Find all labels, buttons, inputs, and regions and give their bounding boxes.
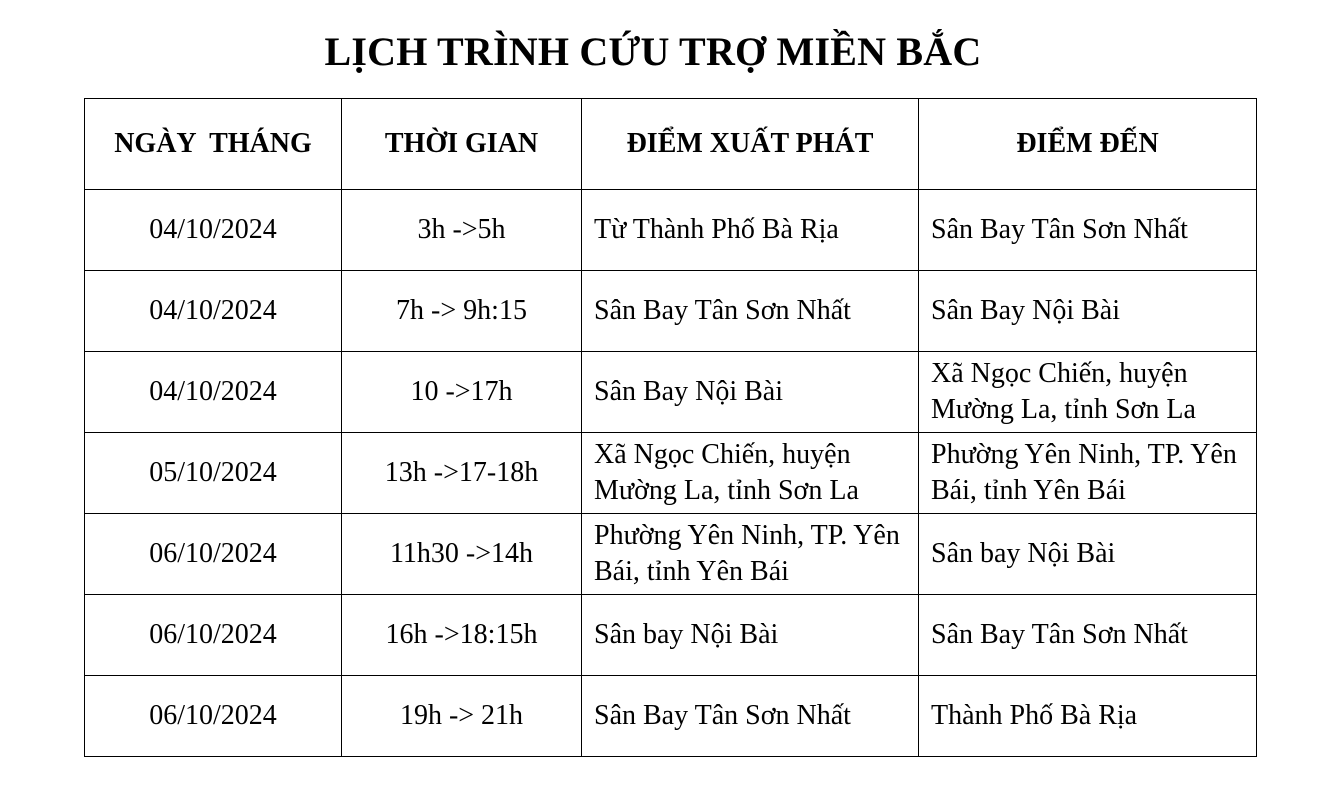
departure-cell: Sân Bay Tân Sơn Nhất — [582, 676, 919, 757]
time-cell: 10 ->17h — [342, 352, 582, 433]
departure-cell: Sân Bay Nội Bài — [582, 352, 919, 433]
destination-cell: Phường Yên Ninh, TP. Yên Bái, tỉnh Yên Bái — [919, 433, 1257, 514]
table-row — [85, 676, 1257, 757]
table-row — [85, 595, 1257, 676]
destination-cell: Sân bay Nội Bài — [919, 514, 1257, 595]
time-cell: 3h ->5h — [342, 190, 582, 271]
destination-cell: Xã Ngọc Chiến, huyện Mường La, tỉnh Sơn La — [919, 352, 1257, 433]
departure-cell: Từ Thành Phố Bà Rịa — [582, 190, 919, 271]
table-row — [85, 271, 1257, 352]
time-cell: 13h ->17-18h — [342, 433, 582, 514]
date-cell: 06/10/2024 — [85, 595, 342, 676]
date-cell: 06/10/2024 — [85, 514, 342, 595]
destination-cell: Thành Phố Bà Rịa — [919, 676, 1257, 757]
table-row — [85, 352, 1257, 433]
header-date: NGÀY THÁNG — [85, 99, 342, 190]
departure-cell: Sân bay Nội Bài — [582, 595, 919, 676]
table-row — [85, 190, 1257, 271]
date-cell: 04/10/2024 — [85, 271, 342, 352]
departure-cell: Sân Bay Tân Sơn Nhất — [582, 271, 919, 352]
header-row — [85, 99, 1257, 190]
time-cell: 7h -> 9h:15 — [342, 271, 582, 352]
date-cell: 06/10/2024 — [85, 676, 342, 757]
table-row — [85, 433, 1257, 514]
time-cell: 16h ->18:15h — [342, 595, 582, 676]
destination-cell: Sân Bay Tân Sơn Nhất — [919, 190, 1257, 271]
departure-cell: Xã Ngọc Chiến, huyện Mường La, tỉnh Sơn La — [582, 433, 919, 514]
date-cell: 04/10/2024 — [85, 190, 342, 271]
departure-cell: Phường Yên Ninh, TP. Yên Bái, tỉnh Yên Bái — [582, 514, 919, 595]
time-cell: 19h -> 21h — [342, 676, 582, 757]
destination-cell: Sân Bay Nội Bài — [919, 271, 1257, 352]
time-cell: 11h30 ->14h — [342, 514, 582, 595]
header-departure: ĐIỂM XUẤT PHÁT — [582, 99, 919, 190]
page-title: LỊCH TRÌNH CỨU TRỢ MIỀN BẮC — [324, 29, 982, 74]
schedule-table — [84, 98, 1257, 757]
table-row — [85, 514, 1257, 595]
header-destination: ĐIỂM ĐẾN — [919, 99, 1257, 190]
header-time: THỜI GIAN — [342, 99, 582, 190]
date-cell: 05/10/2024 — [85, 433, 342, 514]
destination-cell: Sân Bay Tân Sơn Nhất — [919, 595, 1257, 676]
date-cell: 04/10/2024 — [85, 352, 342, 433]
